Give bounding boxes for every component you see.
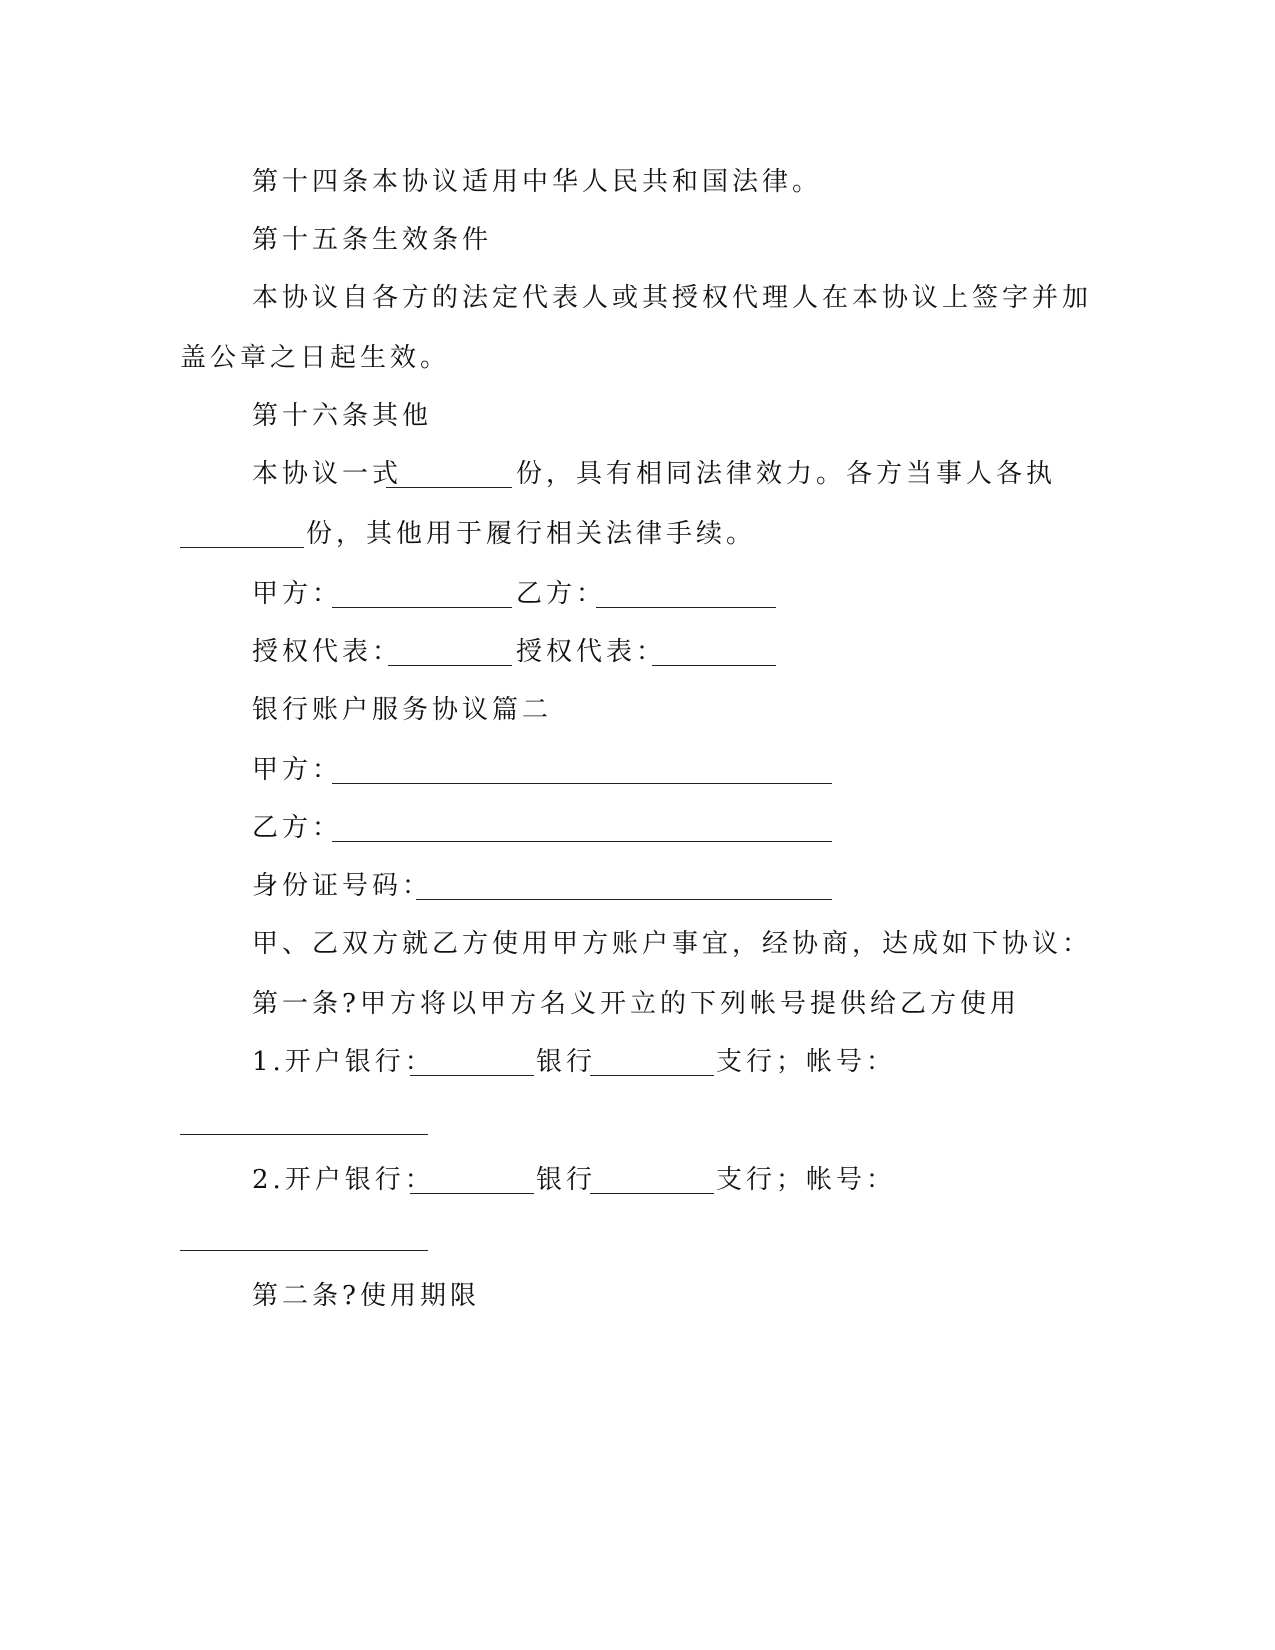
bank-suffix: 银行 [536,1047,597,1077]
effective-clause-line-2 [0,338,1275,378]
party-a-label: 甲方： [252,755,343,785]
bank-label: 2.开户银行： [252,1165,435,1195]
paragraph-text: 第十五条生效条件 [252,225,493,255]
section-heading-part-2 [0,690,1275,730]
paragraph-text: 本协议一式 [252,459,403,489]
paragraph-text: 本协议自各方的法定代表人或其授权代理人在本协议上签字并加 [252,283,1093,313]
bank-suffix: 银行 [536,1165,597,1195]
article-15-heading [0,220,1275,260]
bank-account-1 [0,1042,1275,1082]
representative-b-field[interactable] [652,665,776,666]
paragraph-text: 份，其他用于履行相关法律手续。 [306,519,757,549]
bank-label: 1.开户银行： [252,1047,435,1077]
party-a-line [0,750,1275,790]
paragraph-text: 第二条?使用期限 [252,1281,480,1311]
article-2-heading [0,1276,1275,1316]
copies-clause-line-2 [0,514,1275,554]
party-a-field[interactable] [332,783,832,784]
account-label: 支行；帐号： [716,1047,897,1077]
id-number-line [0,866,1275,906]
paragraph-text: 份，具有相同法律效力。各方当事人各执 [516,459,1057,489]
agreement-intro [0,924,1275,964]
party-signature-line [0,574,1275,614]
id-number-label: 身份证号码： [252,871,433,901]
paragraph-text: 甲、乙双方就乙方使用甲方账户事宜，经协商，达成如下协议： [252,929,1093,959]
paragraph-text: 第一条?甲方将以甲方名义开立的下列帐号提供给乙方使用 [252,989,1020,1019]
party-a-field[interactable] [332,607,512,608]
branch-name-field[interactable] [590,1193,714,1194]
representative-a-label: 授权代表： [252,637,403,667]
paragraph-text: 第十六条其他 [252,401,433,431]
party-b-label: 乙方： [516,579,607,609]
representative-b-label: 授权代表： [516,637,667,667]
party-b-field[interactable] [332,841,832,842]
paragraph-text: 银行账户服务协议篇二 [252,695,553,725]
party-b-line [0,808,1275,848]
account-number-field-1[interactable] [180,1134,428,1135]
paragraph-text: 盖公章之日起生效。 [180,343,451,373]
blank-field-copies[interactable] [386,487,512,488]
article-16-heading [0,396,1275,436]
blank-field-copies-each[interactable] [180,547,304,548]
paragraph-text: 第十四条本协议适用中华人民共和国法律。 [252,167,823,197]
representative-a-field[interactable] [388,665,512,666]
bank-account-2 [0,1160,1275,1200]
bank-name-field[interactable] [410,1075,534,1076]
account-label: 支行；帐号： [716,1165,897,1195]
article-14 [0,162,1275,202]
party-a-label: 甲方： [252,579,343,609]
bank-name-field[interactable] [410,1193,534,1194]
party-b-field[interactable] [596,607,776,608]
id-number-field[interactable] [416,899,832,900]
copies-clause-line-1 [0,454,1275,494]
account-number-field-2[interactable] [180,1250,428,1251]
article-1 [0,984,1275,1024]
representative-line [0,632,1275,672]
effective-clause-line-1 [0,278,1275,318]
branch-name-field[interactable] [590,1075,714,1076]
party-b-label: 乙方： [252,813,343,843]
